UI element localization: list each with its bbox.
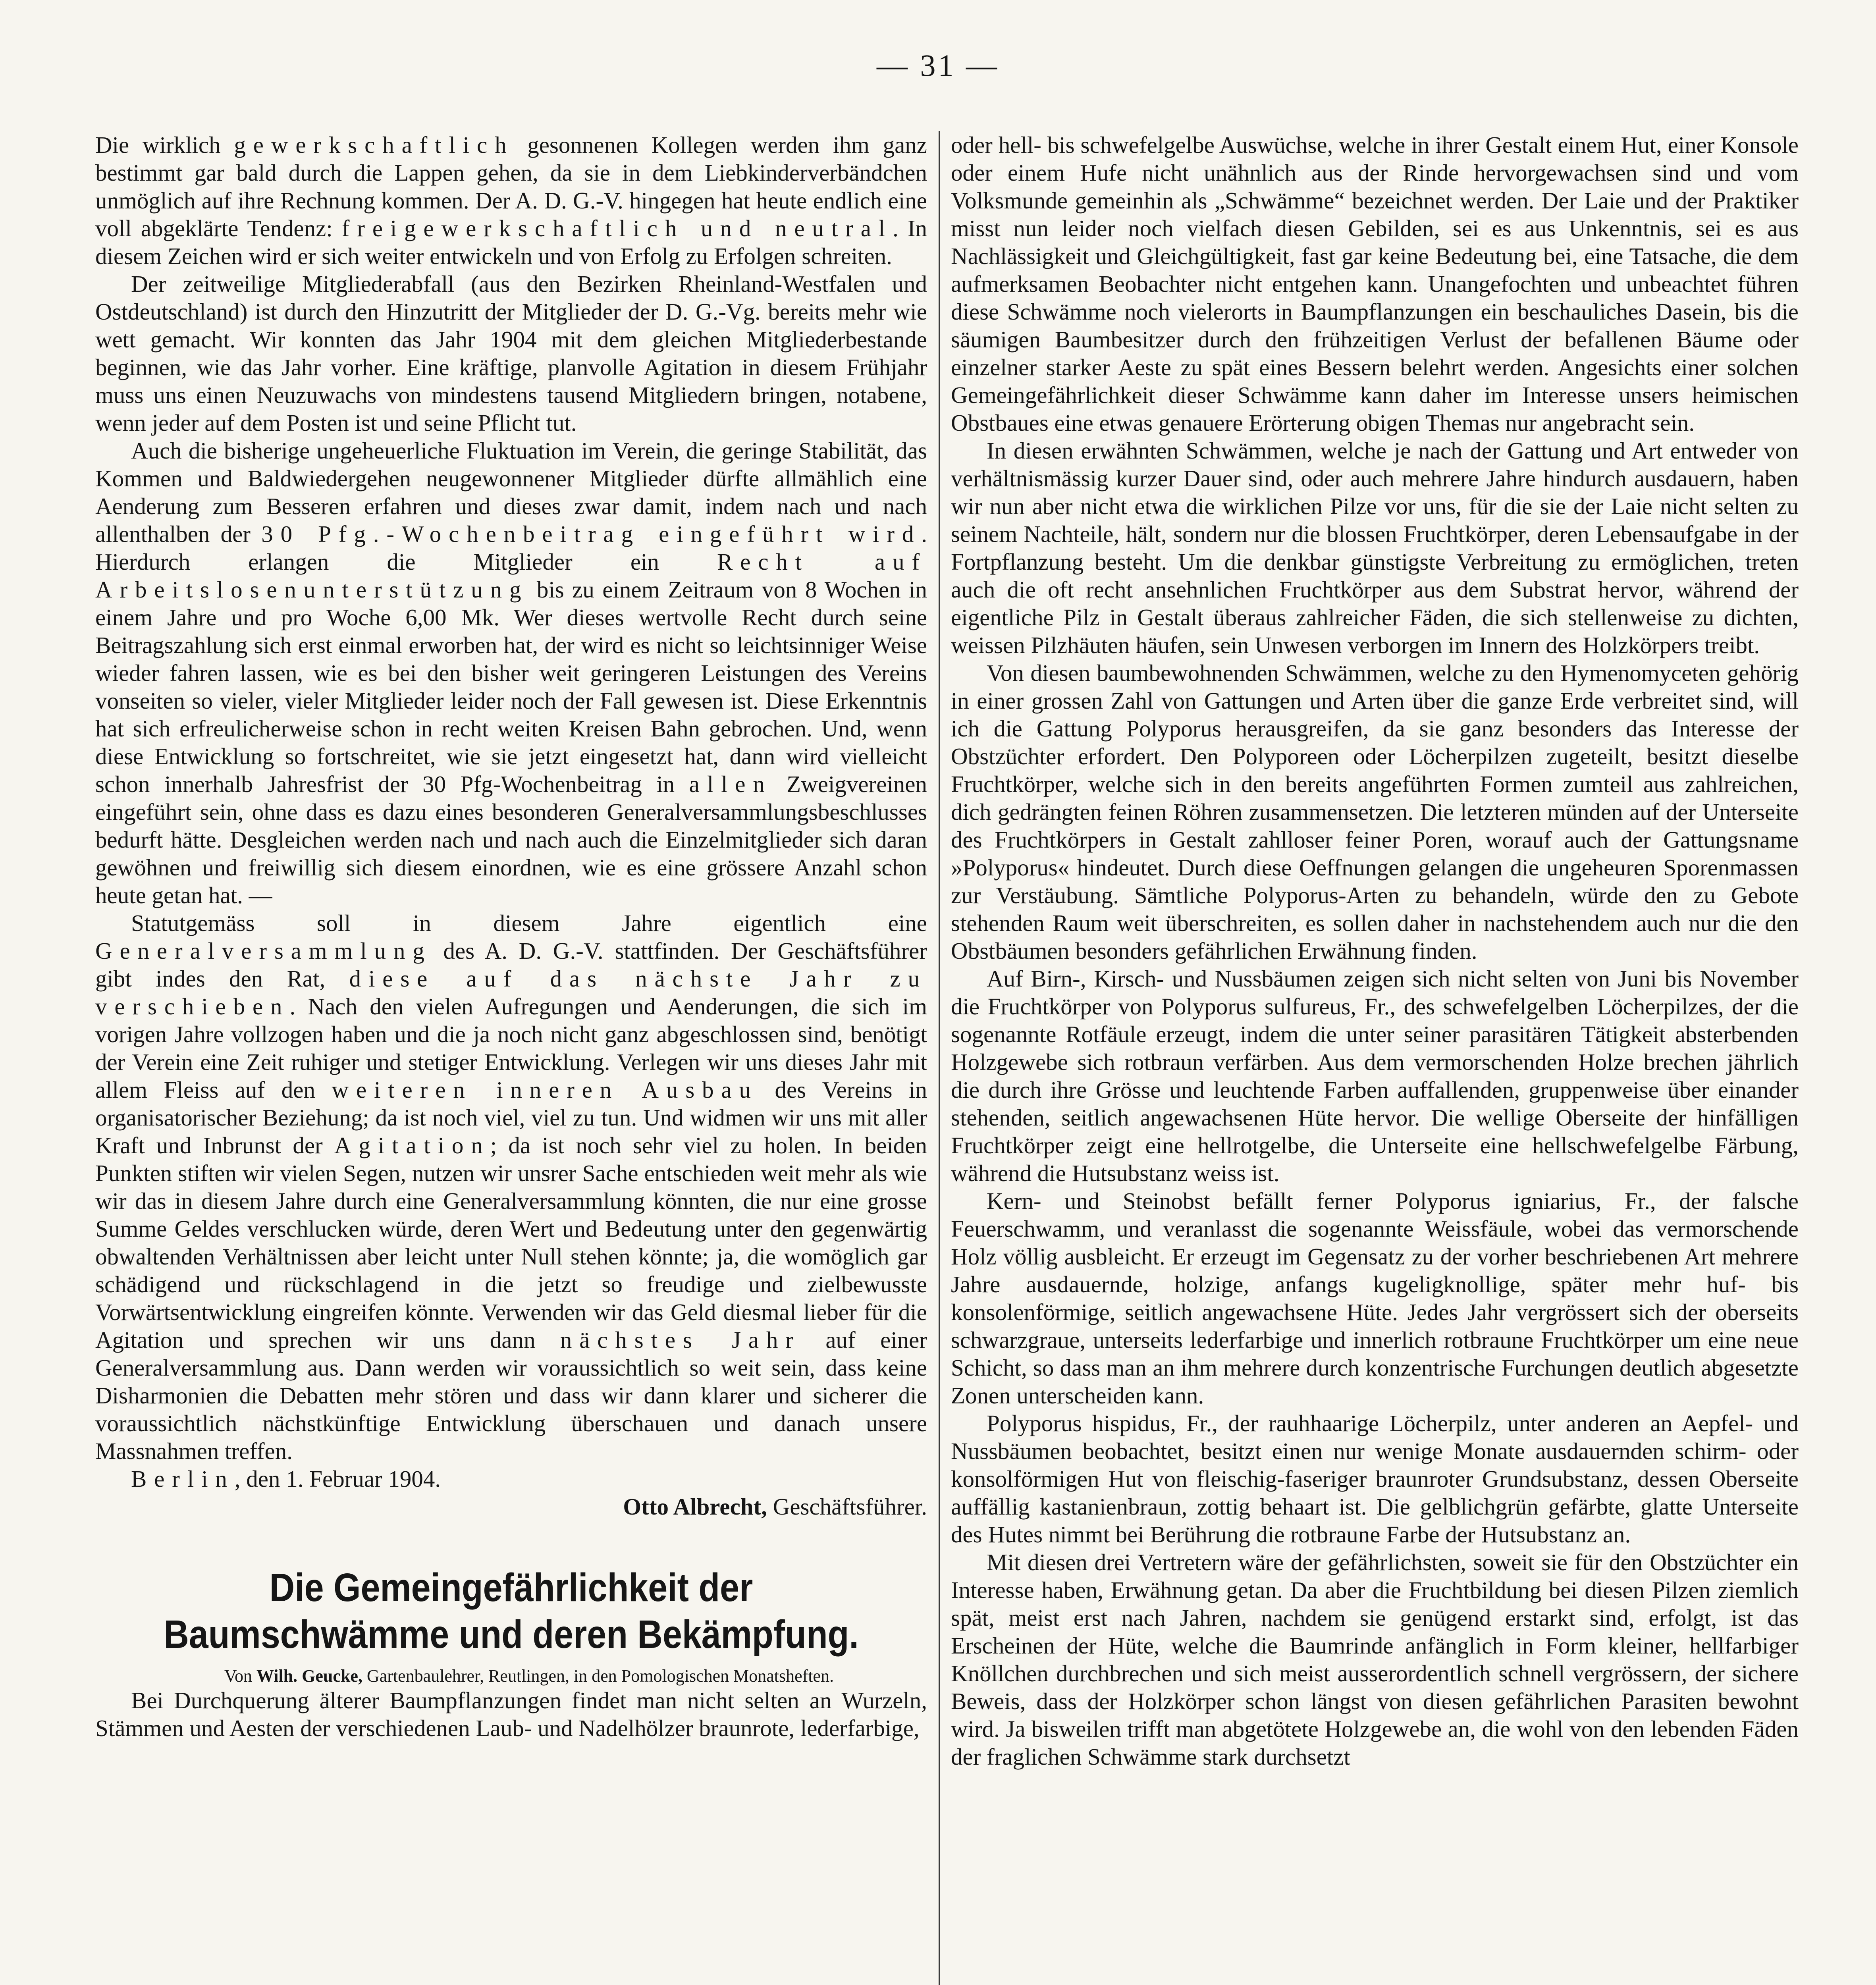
- paragraph: Bei Durchquerung älterer Baumpflanzungen findet man nicht selten an Wurzeln, Stämmen und Aesten der verschiedenen Laub- und Nadelhölzer braunrote, lederfarbige,: [95, 1687, 927, 1741]
- paragraph: In diesen erwähnten Schwämmen, welche je nach der Gattung und Art entweder von verhältnismässig kurzer Dauer sind, oder auch mehrere Jahre hindurch ausdauern, haben wir nun aber nicht etwa die wirklichen Pilze vor uns, für die sie der Laie nicht selten zu seinem Nachteile, hält, sondern nur die blossen Fruchtkörper, deren Lebensaufgabe in der Fortpflanzung besteht. Um die denkbar günstigste Verbreitung zu ermöglichen, treten auch die oft recht ansehnlichen Fruchtkörper aus dem Substrat hervor, während der eigentliche Pilz in Gestalt überaus zahlreicher Fäden, die sich stellenweise zu dichten, weissen Pilzhäuten häufen, sein Unwesen verborgen im Innern des Holzkörpers treibt.: [951, 437, 1799, 658]
- paragraph: Der zeitweilige Mitgliederabfall (aus den Bezirken Rheinland-Westfalen und Ostdeutschland) ist durch den Hinzutritt der Mitglieder der D. G.-Vg. bereits mehr wie wett gemacht. Wir konnten das Jahr 1904 mit dem gleichen Mitgliederbestande beginnen, wie das Jahr vorher. Eine kräftige, planvolle Agitation in diesem Frühjahr muss uns einen Neuzuwachs von mindestens tausend Mitgliedern bringen, notabene, wenn jeder auf dem Posten ist und seine Pflicht tut.: [95, 271, 927, 436]
- paragraph: Mit diesen drei Vertretern wäre der gefährlichsten, soweit sie für den Obstzüchter ein Interesse haben, Erwähnung getan. Da aber die Fruchtbildung bei diesen Pilzen ziemlich spät, meist erst nach Jahren, nachdem sie genügend erstarkt sind, erfolgt, ist das Erscheinen der Hüte, welche die Baumrinde anfänglich in Form kleiner, hellfarbiger Knöllchen durchbrechen und sich meist ausserordentlich schnell vergrössern, der sichere Beweis, dass der Holzkörper schon längst von diesen gefährlichen Parasiten bewohnt wird. Ja bisweilen trifft man abgetötete Holzgewebe an, die wohl von den lebenden Fäden der fraglichen Schwämme stark durchsetzt: [951, 1549, 1799, 1770]
- byline: [95, 1666, 927, 1686]
- article-title: Die Gemeingefährlichkeit der Baumschwämme und deren Bekämpfung.: [164, 1565, 859, 1657]
- signature-place-date: [95, 1465, 927, 1493]
- paragraph: [95, 909, 927, 1465]
- paragraph: oder hell- bis schwefelgelbe Auswüchse, welche in ihrer Gestalt einem Hut, einer Konsole oder einem Hufe nicht unähnlich aus der Rinde hervorgewachsen sind und vom Volksmunde gemeinhin als „Schwämme“ bezeichnet werden. Der Laie und der Praktiker misst nun leider noch vielfach diesen Gebilden, sei es aus Unkenntnis, sei es aus Nachlässigkeit und Gleichgültigkeit, fast gar keine Bedeutung bei, eine Tatsache, die dem aufmerksamen Beobachter nicht entgehen kann. Unangefochten und unbeachtet führen diese Schwämme noch vielerorts in Baumpflanzungen ein beschauliches Dasein, bis die säumigen Baumbesitzer durch den frühzeitigen Verlust der befallenen Bäume oder einzelner starker Aeste zu spät eines Bessern belehrt werden. Angesichts einer solchen Gemeingefährlichkeit dieser Schwämme kann daher im Interesse unsers heimischen Obstbaues eine etwas genauere Erörterung obigen Themas nur angebracht sein.: [951, 132, 1799, 436]
- paragraph: [95, 437, 927, 909]
- emphasis-text: allen: [689, 771, 772, 797]
- text: bis zu einem Zeitraum von 8 Wochen in einem Jahre und pro Woche 6,00 Mk. Wer dieses wertvolle Recht durch seine Beitragszahlung sich erst einmal erworben hat, der wird es nicht so leichtsinniger Weise wieder fahren lassen, wie es bei den bisher weit geringeren Leistungen des Vereins vonseiten so vieler, vieler Mitglieder leider noch der Fall gewesen ist. Diese Erkenntnis hat sich erfreulicherweise schon in recht weiten Kreisen Bahn gebrochen. Und, wenn diese Entwicklung so fortschreitet, wie sie jetzt eingesetzt hat, dann wird vielleicht schon innerhalb Jahresfrist der 30 Pfg-Wochenbeitrag in: [95, 576, 927, 797]
- text: des Vereins in organisatorischer Beziehung; da ist noch viel, viel zu tun. Und widmen wir uns mit aller Kraft und Inbrunst der: [95, 1077, 927, 1158]
- text: . Nach den vielen Aufregungen und Aenderungen, die sich im vorigen Jahre vollzogen haben und die ja noch nicht ganz abgeschlossen sind, benötigt der Verein eine Zeit ruhiger und stetiger Entwicklung. Verlegen wir uns dieses Jahr mit allem Fleiss auf den: [95, 993, 927, 1103]
- emphasis-text: Generalversammlung: [95, 938, 432, 964]
- text: des A. D. G.-V. stattfinden. Der Geschäftsführer gibt indes den Rat,: [95, 938, 927, 992]
- signature-city: Berlin: [131, 1466, 235, 1492]
- emphasis-text: Agitation: [334, 1132, 490, 1158]
- emphasis-text: gewerkschaftlich: [234, 132, 514, 158]
- paragraph: Polyporus hispidus, Fr., der rauhhaarige Löcherpilz, unter anderen an Aepfel- und Nussbäumen beobachtet, besitzt einen nur wenige Monate ausdauernden schirm- oder konsolförmigen Hut von fleischig-faseriger braunroter Grundsubstanz, dessen Oberseite auffällig kastanienbraun, zottig behaart ist. Die gelblichgrün gefärbte, glatte Unterseite des Hutes nimmt bei Berührung die rotbraune Farbe der Hutsubstanz an.: [951, 1410, 1799, 1548]
- signature-name: [95, 1493, 927, 1521]
- author-name: Wilh. Geucke,: [256, 1666, 362, 1686]
- signatory: Otto Albrecht,: [623, 1494, 767, 1520]
- text: ; da ist noch sehr viel zu holen. In beiden Punkten stiften wir vielen Segen, nutzen wir unsrer Sache entschieden weit mehr als wie wir das in diesem Jahre durch eine Generalversammlung könnten, die nur eine grosse Summe Geldes verschlucken würde, deren Wert und Bedeutung unter den gegenwärtig obwaltenden Verhältnissen aber leicht unter Null stehen könnte; ja, die womöglich gar schädigend und rückschlagend in die jetzt so freudige und zielbewusste Vorwärtsentwicklung eingreifen könnte. Verwenden wir das Geld diesmal lieber für die Agitation und sprechen wir uns dann: [95, 1132, 927, 1353]
- emphasis-text: weiteren inneren Ausbau: [332, 1077, 758, 1103]
- paragraph: Von diesen baumbewohnenden Schwämmen, welche zu den Hymenomyceten gehörig in einer grossen Zahl von Gattungen und Arten über die ganze Erde verbreitet sind, will ich die Gattung Polyporus herausgreifen, da sie ganz besonders das Interesse der Obstzüchter erfordert. Den Polyporeen oder Löcherpilzen zugeteilt, besitzt dieselbe Fruchtkörper, welche sich in den bereits angeführten Formen zumteil aus zahlreichen, dich gedrängten feinen Röhren zusammensetzen. Die letzteren münden auf der Unterseite des Fruchtkörpers in Gestalt zahlloser feiner Poren, worauf auch der Gattungsname »Polyporus« hindeutet. Durch diese Oeffnungen gelangen die ungeheuren Sporenmassen zur Verstäubung. Sämtliche Polyporus-Arten zu behandeln, würde den zu Gebote stehenden Raum weit überschreiten, es sollen daher in nachstehendem auch nur die den Obstbäumen besonders gefährlichen Erwähnung finden.: [951, 660, 1799, 964]
- text: gesonnenen Kollegen werden ihm ganz bestimmt gar bald durch die Lappen gehen, da sie in dem Liebkinderverbändchen unmöglich auf ihre Rechnung kommen. Der A. D. G.-V. hingegen hat heute endlich eine voll abgeklärte Tendenz:: [95, 132, 927, 241]
- text: Auch die bisherige ungeheuerliche Fluktuation im Verein, die geringe Stabilität, das Kommen und Baldwiedergehen neugewonnener Mitglieder dürfte allmählich eine Aenderung zum Besseren erfahren und dieses zwar damit, indem nach und nach allenthalben der: [95, 437, 927, 547]
- column-divider: [939, 131, 940, 1985]
- emphasis-text: 30 Pfg.-Wochenbeitrag eingeführt wird: [261, 521, 922, 547]
- emphasis-text: freigewerkschaftlich und neutral: [341, 215, 893, 241]
- text: . In diesem Zeichen wird er sich weiter entwickeln und von Erfolg zu Erfolgen schreiten.: [95, 215, 927, 269]
- emphasis-text: nächstes Jahr: [560, 1327, 801, 1353]
- emphasis-text: diese auf das nächste Jahr zu verschieben: [95, 966, 927, 1019]
- page-number: — 31 —: [877, 48, 999, 83]
- text: auf einer Generalversammlung aus. Dann werden wir voraussichtlich so weit sein, dass keine Disharmonien die Debatten mehr stören und dass wir dann klarer und sicherer die voraussichtlich nächstkünftige Entwicklung überschauen und danach unsere Massnahmen treffen.: [95, 1327, 927, 1464]
- signature-date: , den 1. Februar 1904.: [234, 1466, 441, 1492]
- signatory-role: Geschäftsführer.: [767, 1494, 927, 1520]
- paragraph: [95, 131, 927, 270]
- paragraph: Kern- und Steinobst befällt ferner Polyporus igniarius, Fr., der falsche Feuerschwamm, und veranlasst die sogenannte Weissfäule, wobei das vermorschende Holz völlig ausbleicht. Er erzeugt im Gegensatz zu der vorher beschriebenen Art mehrere Jahre ausdauernde, holzige, anfangs kugeligknollige, später mehr huf- bis konsolenförmige, seitlich angewachsene Hüte. Jedes Jahr vergrössert sich der oberseits schwarzgraue, unterseits lederfarbige und innerlich rotbraune Fruchtkörper um eine neue Schicht, so dass man an ihm mehrere durch konzentrische Furchungen deutlich abgesetzte Zonen unterscheiden kann.: [951, 1188, 1799, 1409]
- text: Die wirklich: [95, 132, 234, 158]
- paragraph: Auf Birn-, Kirsch- und Nussbäumen zeigen sich nicht selten von Juni bis November die Fruchtkörper von Polyporus sulfureus, Fr., des schwefelgelben Löcherpilzes, der die sogenannte Rotfäule erzeugt, indem die unter seiner parasitären Tätigkeit absterbenden Holzgewebe sich rotbraun verfärben. Aus dem vermorschenden Holze brechen jährlich die durch ihre Grösse und leuchtende Farben auffallenden, gruppenweise über einander stehenden, seitlich angewachsenen Hüte hervor. Die wellige Oberseite der hinfälligen Fruchtkörper zeigt eine hellrotgelbe, die Unterseite eine hellschwefelgelbe Färbung, während die Hutsubstanz weiss ist.: [951, 966, 1799, 1186]
- text: Statutgemäss soll in diesem Jahre eigentlich eine: [131, 910, 927, 936]
- right-column: [951, 131, 1799, 1771]
- text: Von: [224, 1666, 257, 1686]
- text: Zweigvereinen eingeführt sein, ohne dass es dazu eines besonderen Generalversammlungsbeschlusses bedurft hätte. Desgleichen werden nach und nach auch die Einzelmitglieder sich daran gewöhnen und freiwillig sich diesem einordnen, wie es eine grössere Anzahl schon heute getan hat. —: [95, 771, 927, 908]
- emphasis-text: Recht auf Arbeitslosenunterstützung: [95, 549, 927, 603]
- left-column: [95, 131, 927, 1742]
- text: Gartenbaulehrer, Reutlingen, in den Pomologischen Monatsheften.: [362, 1666, 834, 1686]
- text: . Hierdurch erlangen die Mitglieder ein: [95, 521, 927, 575]
